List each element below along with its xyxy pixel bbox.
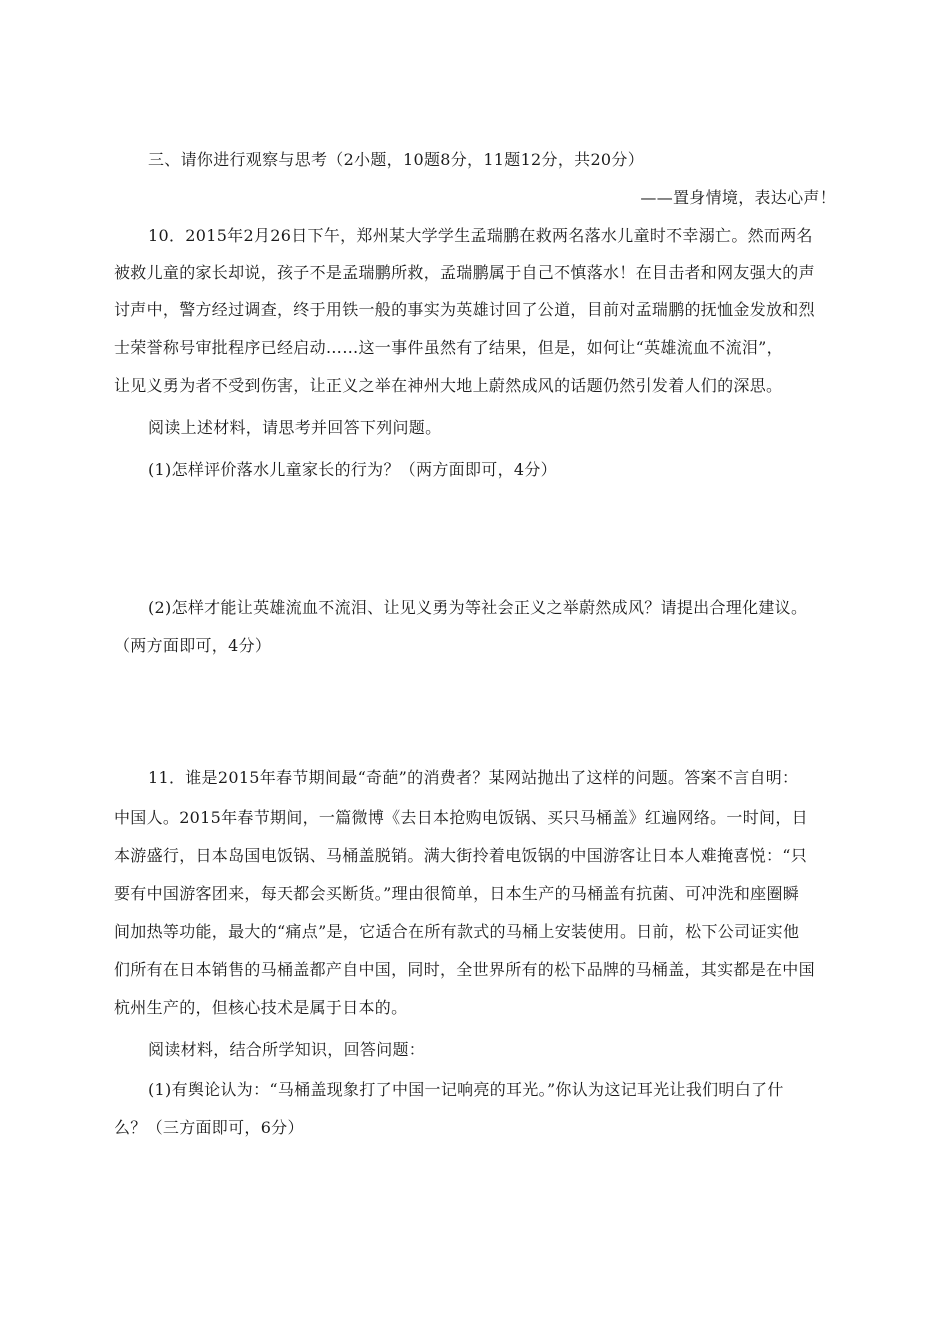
section-heading: 三、请你进行观察与思考（2小题，10题8分，11题12分，共20分）	[148, 150, 644, 169]
section-motto: ——置身情境，表达心声！	[640, 188, 836, 207]
q10-subquestion-2-cont: （两方面即可，4分）	[114, 636, 272, 655]
q11-text-line: 要有中国游客团来，每天都会买断货。”理由很简单，日本生产的马桶盖有抗菌、可冲洗和座圈瞬	[114, 884, 800, 903]
q10-text-line: 让见义勇为者不受到伤害，让正义之举在神州大地上蔚然成风的话题仍然引发着人们的深思。	[114, 376, 783, 395]
q11-subquestion-1: (1)有舆论认为：“马桶盖现象打了中国一记响亮的耳光。”你认为这记耳光让我们明白了什	[148, 1080, 784, 1099]
q11-subquestion-1-cont: 么？（三方面即可，6分）	[114, 1118, 304, 1137]
q11-text-line: 杭州生产的，但核心技术是属于日本的。	[114, 998, 408, 1017]
q11-text-line: 们所有在日本销售的马桶盖都产自中国，同时，全世界所有的松下品牌的马桶盖，其实都是在中国	[114, 960, 815, 979]
q10-text-line: 士荣誉称号审批程序已经启动……这一事件虽然有了结果，但是，如何让“英雄流血不流泪”，	[114, 338, 783, 357]
q11-text-line: 间加热等功能，最大的“痛点”是，它适合在所有款式的马桶上安装使用。日前，松下公司证实他	[114, 922, 800, 941]
q10-text-line: 被救儿童的家长却说，孩子不是孟瑞鹏所救，孟瑞鹏属于自己不慎落水！在目击者和网友强大的声	[114, 263, 815, 282]
q11-text-line: 中国人。2015年春节期间，一篇微博《去日本抢购电饭锅、买只马桶盖》红遍网络。一时间，日	[114, 808, 808, 827]
q11-instruction: 阅读材料，结合所学知识，回答问题：	[148, 1040, 426, 1059]
q11-text-line: 本游盛行，日本岛国电饭锅、马桶盖脱销。满大街拎着电饭锅的中国游客让日本人难掩喜悦：“只	[114, 846, 808, 865]
q10-instruction: 阅读上述材料，请思考并回答下列问题。	[148, 418, 442, 437]
q10-subquestion-1: (1)怎样评价落水儿童家长的行为？（两方面即可，4分）	[148, 460, 557, 479]
q10-subquestion-2: (2)怎样才能让英雄流血不流泪、让见义勇为等社会正义之举蔚然成风？请提出合理化建议。	[148, 598, 808, 617]
q10-text-line: 10．2015年2月26日下午，郑州某大学学生孟瑞鹏在救两名落水儿童时不幸溺亡。然而两名	[148, 226, 813, 245]
q11-text-line: 11．谁是2015年春节期间最“奇葩”的消费者？某网站抛出了这样的问题。答案不言自明：	[148, 768, 799, 787]
q10-text-line: 讨声中，警方经过调查，终于用铁一般的事实为英雄讨回了公道，目前对孟瑞鹏的抚恤金发放和烈	[114, 300, 815, 319]
